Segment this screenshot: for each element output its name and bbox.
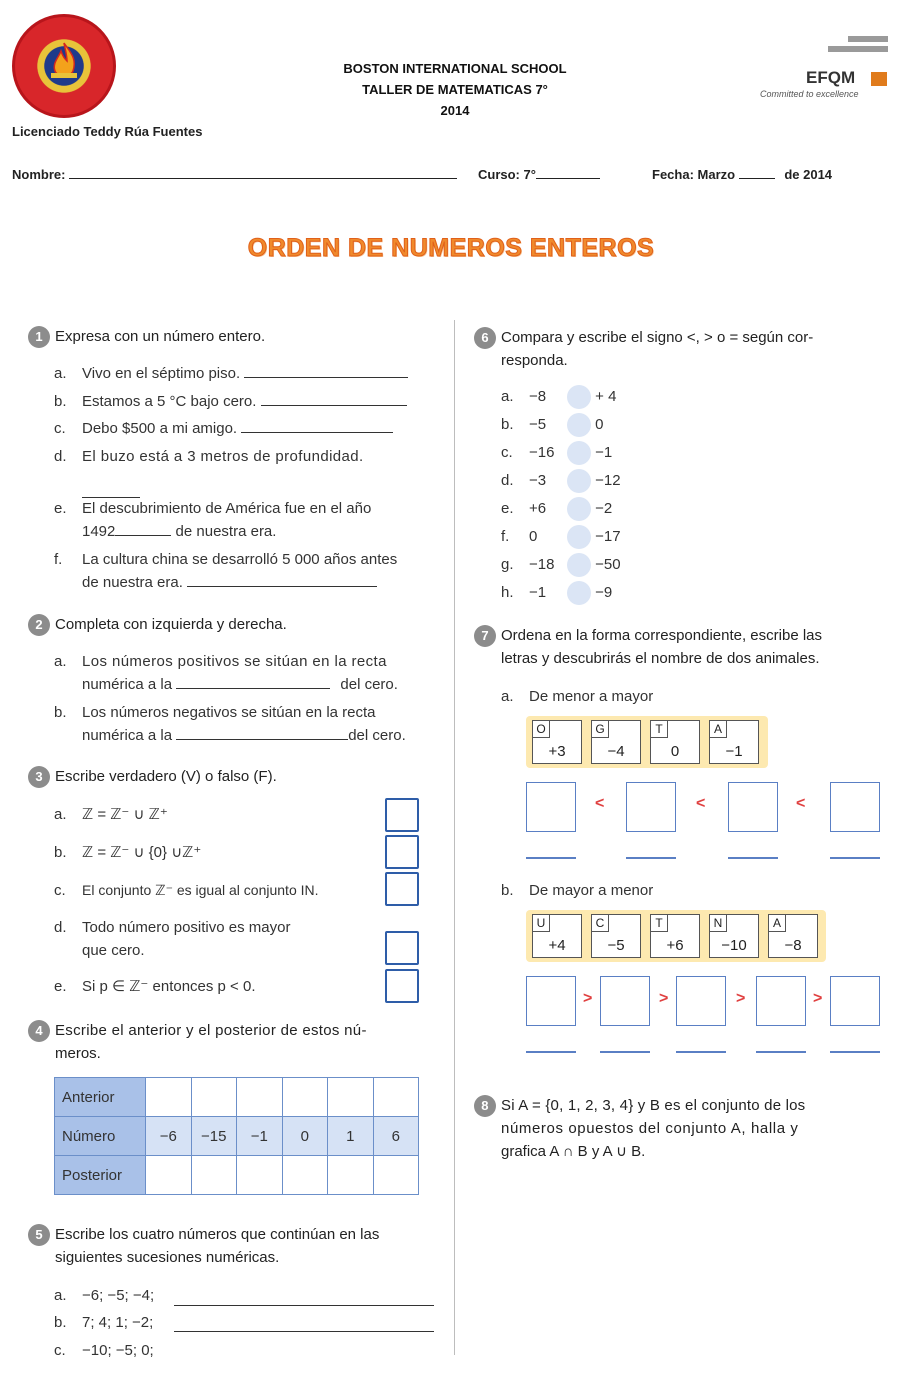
- tile-value: +3: [548, 743, 566, 760]
- table-cell-input[interactable]: [328, 1156, 374, 1195]
- item-text: Todo número positivo es mayor: [82, 919, 291, 936]
- section-2-title: [28, 614, 287, 636]
- answer-box[interactable]: [600, 976, 650, 1026]
- letter-line[interactable]: [626, 857, 676, 859]
- right-number: −1: [595, 443, 613, 461]
- table-cell: 6: [373, 1117, 419, 1156]
- table-cell-input[interactable]: [146, 1156, 192, 1195]
- item-text: de nuestra era.: [175, 523, 277, 540]
- tile-value: −8: [784, 937, 802, 954]
- tile-letter: T: [651, 721, 668, 738]
- right-number: −17: [595, 527, 621, 545]
- item-letter: e.: [501, 499, 514, 517]
- left-number: +6: [529, 499, 547, 517]
- table-cell-input[interactable]: [237, 1156, 283, 1195]
- compare-item: [501, 525, 701, 553]
- table-cell: −15: [191, 1117, 237, 1156]
- tile-value: 0: [670, 743, 680, 760]
- number-tile: [532, 914, 582, 958]
- name-blank[interactable]: [69, 167, 457, 179]
- item-text: La cultura china se desarrolló 5 000 años antes: [82, 551, 398, 568]
- left-number: −16: [529, 443, 555, 461]
- year: 2014: [440, 103, 470, 118]
- number-tile: [709, 720, 759, 764]
- answer-blank[interactable]: [241, 419, 393, 433]
- letter-line[interactable]: [830, 857, 880, 859]
- s1-item-e: [54, 498, 371, 520]
- section-8-title: [474, 1095, 805, 1117]
- section-number: 3: [28, 766, 50, 788]
- item-text: −10; −5; 0;: [82, 1342, 154, 1359]
- item-letter: b.: [501, 882, 514, 899]
- table-row: [55, 1078, 419, 1117]
- item-letter: d.: [54, 448, 67, 465]
- answer-box[interactable]: [526, 782, 576, 832]
- sign-circle[interactable]: [567, 497, 591, 521]
- tile-letter: A: [710, 721, 727, 738]
- item-letter: e.: [54, 500, 67, 517]
- sign-circle[interactable]: [567, 553, 591, 577]
- item-text: Estamos a 5 °C bajo cero.: [82, 393, 257, 410]
- left-number: −5: [529, 415, 547, 433]
- answer-blank[interactable]: [176, 675, 330, 689]
- item-letter: b.: [54, 1314, 67, 1331]
- sign-circle[interactable]: [567, 525, 591, 549]
- workshop-name: TALLER DE MATEMATICAS 7°: [362, 82, 548, 97]
- left-number: −18: [529, 555, 555, 573]
- item-letter: c.: [54, 420, 66, 437]
- efqm-tagline: Committed to excellence: [760, 89, 859, 99]
- item-text: De mayor a menor: [529, 882, 654, 899]
- section-title-text: Compara y escribe el signo <, > o = según cor-: [501, 329, 814, 346]
- number-tile: [591, 914, 641, 958]
- section-8-line2: números opuestos del conjunto A, halla y: [501, 1120, 799, 1137]
- compare-item: [501, 497, 701, 525]
- compare-item: [501, 413, 701, 441]
- item-letter: a.: [54, 806, 67, 823]
- s5-item-b: [54, 1312, 153, 1334]
- true-false-box[interactable]: [385, 835, 419, 869]
- name-label: Nombre:: [12, 167, 66, 182]
- s2-item-b-line2: [82, 725, 406, 747]
- sign-circle[interactable]: [567, 469, 591, 493]
- right-number: −9: [595, 583, 613, 601]
- number-tile: [650, 914, 700, 958]
- tile-letter: A: [769, 915, 786, 932]
- table-cell-input[interactable]: [373, 1156, 419, 1195]
- sign-circle[interactable]: [567, 441, 591, 465]
- answer-blank[interactable]: [176, 726, 348, 740]
- item-text: ℤ = ℤ⁻ ∪ ℤ⁺: [82, 806, 168, 823]
- answer-box[interactable]: [526, 976, 576, 1026]
- item-letter: g.: [501, 555, 514, 573]
- item-text: numérica a la: [82, 676, 173, 693]
- date-label: Fecha: Marzo: [652, 167, 736, 182]
- item-letter: d.: [54, 919, 67, 936]
- item-text: −6; −5; −4;: [82, 1287, 155, 1304]
- table-cell-input[interactable]: [146, 1078, 192, 1117]
- name-field: [12, 167, 457, 182]
- sign-circle[interactable]: [567, 385, 591, 409]
- number-tile: [768, 914, 818, 958]
- left-number: −8: [529, 387, 547, 405]
- letter-line[interactable]: [728, 857, 778, 859]
- item-text: De menor a mayor: [529, 688, 654, 705]
- s1-item-e-line2: [82, 521, 276, 543]
- s1-item-b: [54, 391, 407, 413]
- less-than-sign: <: [696, 795, 706, 812]
- greater-than-sign: >: [736, 990, 746, 1007]
- table-cell-input[interactable]: [191, 1156, 237, 1195]
- less-than-sign: <: [595, 795, 605, 812]
- true-false-box[interactable]: [385, 872, 419, 906]
- item-text: numérica a la: [82, 727, 173, 744]
- item-text: El buzo está a 3 metros de profundidad.: [82, 448, 364, 465]
- section-4-title: [28, 1020, 367, 1042]
- tile-value: −1: [725, 743, 743, 760]
- item-letter: b.: [54, 704, 67, 721]
- teacher-name: Licenciado Teddy Rúa Fuentes: [12, 124, 203, 139]
- item-text: El descubrimiento de América fue en el año: [82, 500, 372, 517]
- section-4-title-line2: meros.: [55, 1045, 101, 1062]
- s1-item-f-line2: [82, 572, 377, 594]
- item-letter: e.: [54, 978, 67, 995]
- letter-line[interactable]: [830, 1051, 880, 1053]
- compare-item: [501, 385, 701, 413]
- answer-blank[interactable]: [261, 392, 407, 406]
- answer-box[interactable]: [676, 976, 726, 1026]
- section-number: 4: [28, 1020, 50, 1042]
- section-1-title: [28, 326, 265, 348]
- table-cell-input[interactable]: [237, 1078, 283, 1117]
- tile-letter: C: [592, 915, 609, 932]
- row-header-posterior: Posterior: [55, 1156, 146, 1195]
- item-letter: f.: [501, 527, 510, 545]
- efqm-bars: [828, 36, 888, 56]
- table-cell: −1: [237, 1117, 283, 1156]
- sign-circle[interactable]: [567, 413, 591, 437]
- section-number: 6: [474, 327, 496, 349]
- tile-letter: O: [533, 721, 550, 738]
- course-blank[interactable]: [536, 167, 600, 179]
- efqm-square-icon: [871, 72, 887, 86]
- tile-value: +4: [548, 937, 566, 954]
- answer-box[interactable]: [830, 976, 880, 1026]
- s3-item-b: [54, 842, 201, 864]
- s1-item-c: [54, 418, 393, 440]
- efqm-bar: [828, 46, 888, 52]
- date-blank[interactable]: [739, 167, 775, 179]
- tile-letter: U: [533, 915, 550, 932]
- section-title-text: Escribe los cuatro números que continúan en las: [55, 1226, 380, 1243]
- s2-item-a-line2: [82, 674, 398, 696]
- section-7-title-line2: letras y descubrirás el nombre de dos animales.: [501, 650, 820, 667]
- section-number: 2: [28, 614, 50, 636]
- tile-value: −10: [721, 937, 747, 954]
- row-header-anterior: Anterior: [55, 1078, 146, 1117]
- table-cell-input[interactable]: [373, 1078, 419, 1117]
- section-title-text: Escribe el anterior y el posterior de estos nú-: [55, 1022, 367, 1039]
- true-false-box[interactable]: [385, 798, 419, 832]
- item-letter: c.: [54, 882, 66, 899]
- right-number: + 4: [595, 387, 617, 405]
- s2-item-b: [54, 702, 376, 724]
- table-row: [55, 1156, 419, 1195]
- answer-blank[interactable]: [244, 364, 408, 378]
- table-cell-input[interactable]: [328, 1078, 374, 1117]
- answer-box[interactable]: [728, 782, 778, 832]
- greater-than-sign: >: [583, 990, 593, 1007]
- s3-item-c: [54, 879, 319, 902]
- item-text: Los números negativos se sitúan en la recta: [82, 704, 376, 721]
- course-field: [478, 167, 600, 182]
- s1-item-f: [54, 549, 397, 571]
- logo-text: [15, 17, 16, 18]
- section-5-title-line2: siguientes sucesiones numéricas.: [55, 1249, 280, 1266]
- letter-line[interactable]: [756, 1051, 806, 1053]
- s5-item-a: [54, 1285, 154, 1307]
- sign-circle[interactable]: [567, 581, 591, 605]
- item-letter: f.: [54, 551, 63, 568]
- tile-letter: T: [651, 915, 668, 932]
- compare-item: [501, 553, 701, 581]
- answer-blank[interactable]: [174, 1318, 434, 1332]
- item-letter: a.: [54, 1287, 67, 1304]
- item-text: del cero.: [340, 676, 398, 693]
- answer-blank[interactable]: [187, 573, 377, 587]
- s3-item-a: [54, 804, 168, 826]
- table-cell: 1: [328, 1117, 374, 1156]
- item-letter: a.: [54, 365, 67, 382]
- school-logo: [12, 14, 116, 118]
- section-6-title: [474, 327, 813, 349]
- flame-icon: [45, 41, 83, 81]
- item-text: de nuestra era.: [82, 574, 183, 591]
- right-number: 0: [595, 415, 604, 433]
- worksheet-title: ORDEN DE NUMEROS ENTEROS: [247, 234, 655, 262]
- item-letter: a.: [501, 387, 514, 405]
- greater-than-sign: >: [659, 990, 669, 1007]
- item-letter: h.: [501, 583, 514, 601]
- table-cell: 0: [282, 1117, 328, 1156]
- item-letter: c.: [54, 1342, 66, 1359]
- date-suffix: de 2014: [784, 167, 833, 182]
- number-tile: [591, 720, 641, 764]
- item-letter: b.: [54, 844, 67, 861]
- item-text: 7; 4; 1; −2;: [82, 1314, 154, 1331]
- item-text: Debo $500 a mi amigo.: [82, 420, 238, 437]
- s5-item-c: [54, 1340, 154, 1362]
- right-number: −2: [595, 499, 613, 517]
- tile-letter: G: [592, 721, 609, 738]
- table-cell-input[interactable]: [191, 1078, 237, 1117]
- section-title-text: Completa con izquierda y derecha.: [55, 616, 287, 633]
- answer-blank[interactable]: [82, 484, 140, 498]
- s7-part-a-title: [501, 686, 653, 708]
- table-cell-input[interactable]: [282, 1078, 328, 1117]
- answer-blank[interactable]: [115, 522, 171, 536]
- left-number: 0: [529, 527, 538, 545]
- item-letter: c.: [501, 443, 513, 461]
- letter-line[interactable]: [526, 1051, 576, 1053]
- s3-item-e: [54, 976, 256, 998]
- item-text: ℤ = ℤ⁻ ∪ {0} ∪ℤ⁺: [82, 844, 202, 861]
- item-text: Vivo en el séptimo piso.: [82, 365, 241, 382]
- table-cell-input[interactable]: [282, 1156, 328, 1195]
- number-tile: [532, 720, 582, 764]
- item-text: que cero.: [82, 942, 145, 959]
- section-5-title: [28, 1224, 379, 1246]
- table-row: [55, 1117, 419, 1156]
- s3-item-d: [54, 917, 290, 939]
- item-letter: b.: [54, 393, 67, 410]
- s1-item-d: [54, 446, 364, 468]
- item-text: del cero.: [348, 727, 406, 744]
- section-3-title: [28, 766, 277, 788]
- greater-than-sign: >: [813, 990, 823, 1007]
- column-divider: [454, 320, 455, 1355]
- s3-item-d-line2: [82, 940, 145, 962]
- row-header-numero: Número: [55, 1117, 146, 1156]
- s2-item-a: [54, 651, 387, 673]
- section-number: 5: [28, 1224, 50, 1246]
- section-title-text: Escribe verdadero (V) o falso (F).: [55, 768, 277, 785]
- tile-value: −5: [607, 937, 625, 954]
- right-number: −12: [595, 471, 621, 489]
- section-7-title: [474, 625, 822, 647]
- efqm-logo: EFQM: [806, 68, 856, 87]
- item-text: El conjunto ℤ⁻ es igual al conjunto IN.: [82, 882, 319, 898]
- item-text: Si p ∈ ℤ⁻ entonces p < 0.: [82, 978, 256, 995]
- answer-box[interactable]: [626, 782, 676, 832]
- letter-line[interactable]: [676, 1051, 726, 1053]
- tile-letter: N: [710, 915, 727, 932]
- item-letter: a.: [501, 688, 514, 705]
- number-tile: [650, 720, 700, 764]
- less-than-sign: <: [796, 795, 806, 812]
- s1-item-a: [54, 363, 408, 385]
- compare-list: [501, 385, 701, 609]
- course-label: Curso: 7°: [478, 167, 536, 182]
- section-6-title-line2: responda.: [501, 352, 568, 369]
- compare-item: [501, 469, 701, 497]
- letter-line[interactable]: [600, 1051, 650, 1053]
- item-text: 1492: [82, 523, 116, 540]
- left-number: −3: [529, 471, 547, 489]
- header-center: [260, 58, 650, 121]
- left-number: −1: [529, 583, 547, 601]
- tile-value: −4: [607, 743, 625, 760]
- answer-box[interactable]: [756, 976, 806, 1026]
- section-title-text: Expresa con un número entero.: [55, 328, 266, 345]
- efqm-bar: [848, 36, 888, 42]
- true-false-box[interactable]: [385, 969, 419, 1003]
- item-letter: d.: [501, 471, 514, 489]
- section-number: 7: [474, 625, 496, 647]
- item-text: Los números positivos se sitúan en la recta: [82, 653, 387, 670]
- tile-value: +6: [666, 937, 684, 954]
- item-letter: a.: [54, 653, 67, 670]
- letter-line[interactable]: [526, 857, 576, 859]
- section-number: 8: [474, 1095, 496, 1117]
- true-false-box[interactable]: [385, 931, 419, 965]
- numbers-table: [54, 1077, 419, 1195]
- right-number: −50: [595, 555, 621, 573]
- section-title-text: Ordena en la forma correspondiente, escribe las: [501, 627, 823, 644]
- section-8-line3: grafica A ∩ B y A ∪ B.: [501, 1143, 646, 1160]
- item-letter: b.: [501, 415, 514, 433]
- compare-item: [501, 581, 701, 609]
- answer-blank[interactable]: [174, 1292, 434, 1306]
- table-cell: −6: [146, 1117, 192, 1156]
- answer-box[interactable]: [830, 782, 880, 832]
- date-field: [652, 167, 832, 182]
- school-name: BOSTON INTERNATIONAL SCHOOL: [343, 61, 567, 76]
- section-title-text: Si A = {0, 1, 2, 3, 4} y B es el conjunto de los: [501, 1097, 806, 1114]
- section-number: 1: [28, 326, 50, 348]
- number-tile: [709, 914, 759, 958]
- s7-part-b-title: [501, 880, 653, 902]
- compare-item: [501, 441, 701, 469]
